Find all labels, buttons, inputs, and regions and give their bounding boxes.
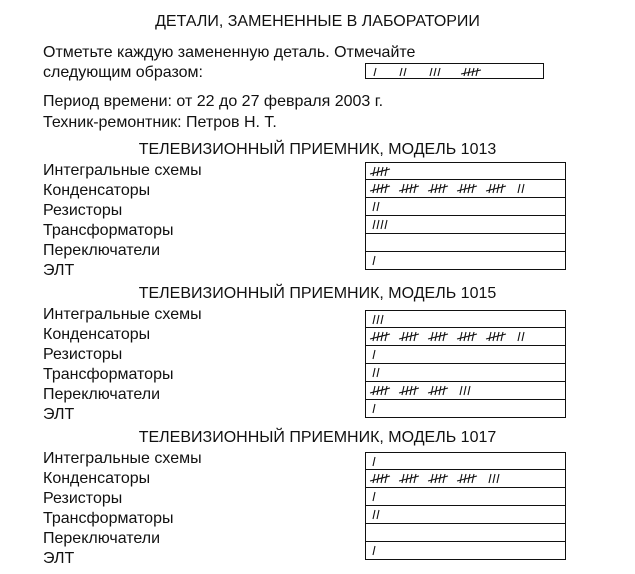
tally-stroke: [443, 332, 445, 341]
tally-stroke: [373, 510, 375, 519]
row-label: Переключатели: [43, 530, 161, 547]
tally-stroke: [373, 457, 375, 466]
tally-cross-stroke: [399, 476, 419, 481]
tally-stroke: [468, 386, 470, 395]
tally-stroke: [377, 368, 379, 377]
period-text: Период времени: от 22 до 27 февраля 2003 г.: [43, 93, 384, 110]
tally-stroke: [381, 220, 383, 229]
tally-stroke: [472, 184, 474, 193]
tally-stroke: [414, 332, 416, 341]
row-label: Конденсаторы: [43, 326, 151, 343]
row-label: Резисторы: [43, 490, 123, 507]
tally-stroke: [373, 474, 375, 483]
tally-box: [365, 364, 566, 382]
tally-stroke: [414, 184, 416, 193]
row-label: Интегральные схемы: [43, 162, 202, 179]
tally-stroke: [414, 386, 416, 395]
tally-cross-stroke: [457, 476, 477, 481]
tally-stroke: [373, 404, 375, 413]
tally-marks: [366, 470, 565, 487]
tally-box: [365, 524, 566, 542]
tally-cross-stroke: [461, 70, 481, 74]
tally-marks: [366, 524, 565, 541]
tally-stroke: [377, 315, 379, 324]
tally-stroke: [400, 68, 402, 76]
tally-cross-stroke: [486, 334, 506, 339]
tally-stroke: [402, 386, 404, 395]
tally-marks: [366, 400, 565, 417]
row-label: ЭЛТ: [43, 406, 75, 423]
tally-stroke: [430, 68, 432, 76]
tally-cross-stroke: [370, 388, 390, 393]
tally-stroke: [497, 474, 499, 483]
tally-stroke: [431, 332, 433, 341]
tally-cross-stroke: [486, 186, 506, 191]
tally-marks: [366, 382, 565, 399]
tally-marks: [366, 364, 565, 381]
tally-cross-stroke: [428, 388, 448, 393]
tally-stroke: [476, 68, 478, 76]
tally-stroke: [373, 492, 375, 501]
tally-stroke: [402, 184, 404, 193]
tally-box: [365, 216, 566, 234]
tally-stroke: [373, 220, 375, 229]
tally-stroke: [385, 474, 387, 483]
tally-stroke: [385, 332, 387, 341]
tally-box: [365, 506, 566, 524]
tally-stroke: [493, 474, 495, 483]
tally-stroke: [460, 332, 462, 341]
tally-stroke: [501, 332, 503, 341]
tally-box: [365, 310, 566, 328]
tally-legend-marks: [366, 64, 545, 80]
tally-stroke: [404, 68, 406, 76]
tally-stroke: [518, 332, 520, 341]
tally-stroke: [464, 386, 466, 395]
tally-marks: [366, 216, 565, 233]
tally-stroke: [522, 332, 524, 341]
tally-box: [365, 488, 566, 506]
tally-stroke: [472, 332, 474, 341]
tally-stroke: [373, 386, 375, 395]
tally-stroke: [472, 474, 474, 483]
tally-stroke: [385, 167, 387, 176]
tally-stroke: [434, 68, 436, 76]
tally-stroke: [373, 256, 375, 265]
row-label: Резисторы: [43, 346, 123, 363]
row-label: Интегральные схемы: [43, 450, 202, 467]
tally-marks: [366, 311, 565, 328]
tally-stroke: [373, 315, 375, 324]
tally-stroke: [414, 474, 416, 483]
tally-cross-stroke: [457, 186, 477, 191]
tally-stroke: [464, 68, 466, 76]
page-title: ДЕТАЛИ, ЗАМЕНЕННЫЕ В ЛАБОРАТОРИИ: [155, 13, 480, 30]
tally-stroke: [377, 510, 379, 519]
instruction-line-1: Отметьте каждую замененную деталь. Отмечайте: [43, 44, 416, 61]
tally-cross-stroke: [370, 169, 390, 174]
tally-stroke: [385, 386, 387, 395]
tally-cross-stroke: [399, 334, 419, 339]
tally-stroke: [438, 68, 440, 76]
tally-stroke: [431, 386, 433, 395]
tally-stroke: [374, 68, 376, 76]
tally-cross-stroke: [399, 186, 419, 191]
section-heading-1015: ТЕЛЕВИЗИОННЫЙ ПРИЕМНИК, МОДЕЛЬ 1015: [138, 285, 497, 302]
tally-stroke: [443, 184, 445, 193]
tally-box: [365, 400, 566, 418]
tally-stroke: [460, 474, 462, 483]
tally-box: [365, 382, 566, 400]
tally-box: [365, 234, 566, 252]
tally-marks: [366, 234, 565, 251]
tally-marks: [366, 346, 565, 363]
row-label: Трансформаторы: [43, 222, 174, 239]
tally-box: [365, 542, 566, 560]
tally-marks: [366, 198, 565, 215]
tally-marks: [366, 453, 565, 470]
tally-stroke: [381, 315, 383, 324]
tally-cross-stroke: [428, 334, 448, 339]
row-label: Трансформаторы: [43, 510, 174, 527]
tally-marks: [366, 542, 565, 559]
tally-legend-box: [365, 63, 544, 79]
technician-text: Техник-ремонтник: Петров Н. Т.: [43, 114, 277, 131]
tally-marks: [366, 488, 565, 505]
row-label: Резисторы: [43, 202, 123, 219]
tally-stroke: [385, 184, 387, 193]
tally-box: [365, 198, 566, 216]
tally-stroke: [460, 386, 462, 395]
tally-stroke: [373, 546, 375, 555]
tally-stroke: [373, 184, 375, 193]
tally-stroke: [377, 220, 379, 229]
section-heading-1017: ТЕЛЕВИЗИОННЫЙ ПРИЕМНИК, МОДЕЛЬ 1017: [138, 429, 497, 446]
tally-stroke: [402, 332, 404, 341]
row-label: Трансформаторы: [43, 366, 174, 383]
tally-cross-stroke: [399, 388, 419, 393]
instruction-line-2: следующим образом:: [43, 64, 203, 81]
tally-stroke: [518, 184, 520, 193]
row-label: Переключатели: [43, 242, 161, 259]
tally-stroke: [373, 368, 375, 377]
tally-cross-stroke: [370, 476, 390, 481]
section-heading-1013: ТЕЛЕВИЗИОННЫЙ ПРИЕМНИК, МОДЕЛЬ 1013: [138, 141, 497, 158]
tally-box: [365, 328, 566, 346]
tally-cross-stroke: [428, 186, 448, 191]
tally-stroke: [522, 184, 524, 193]
tally-cross-stroke: [370, 186, 390, 191]
tally-box: [365, 452, 566, 470]
tally-marks: [366, 252, 565, 269]
tally-box: [365, 180, 566, 198]
tally-marks: [366, 180, 565, 197]
tally-stroke: [489, 474, 491, 483]
tally-stroke: [373, 202, 375, 211]
tally-cross-stroke: [457, 334, 477, 339]
tally-stroke: [373, 167, 375, 176]
tally-box: [365, 346, 566, 364]
tally-stroke: [489, 184, 491, 193]
tally-stroke: [431, 474, 433, 483]
tally-cross-stroke: [428, 476, 448, 481]
row-label: Конденсаторы: [43, 470, 151, 487]
tally-stroke: [431, 184, 433, 193]
tally-stroke: [373, 332, 375, 341]
tally-stroke: [377, 202, 379, 211]
tally-stroke: [443, 386, 445, 395]
tally-stroke: [373, 350, 375, 359]
tally-stroke: [460, 184, 462, 193]
tally-box: [365, 470, 566, 488]
row-label: Переключатели: [43, 386, 161, 403]
row-label: ЭЛТ: [43, 262, 75, 279]
tally-stroke: [443, 474, 445, 483]
row-label: Конденсаторы: [43, 182, 151, 199]
tally-stroke: [501, 184, 503, 193]
tally-box: [365, 162, 566, 180]
row-label: ЭЛТ: [43, 550, 75, 567]
tally-stroke: [402, 474, 404, 483]
tally-stroke: [489, 332, 491, 341]
tally-stroke: [385, 220, 387, 229]
tally-cross-stroke: [370, 334, 390, 339]
row-label: Интегральные схемы: [43, 306, 202, 323]
tally-marks: [366, 506, 565, 523]
tally-marks: [366, 163, 565, 180]
tally-box: [365, 252, 566, 270]
tally-marks: [366, 328, 565, 345]
